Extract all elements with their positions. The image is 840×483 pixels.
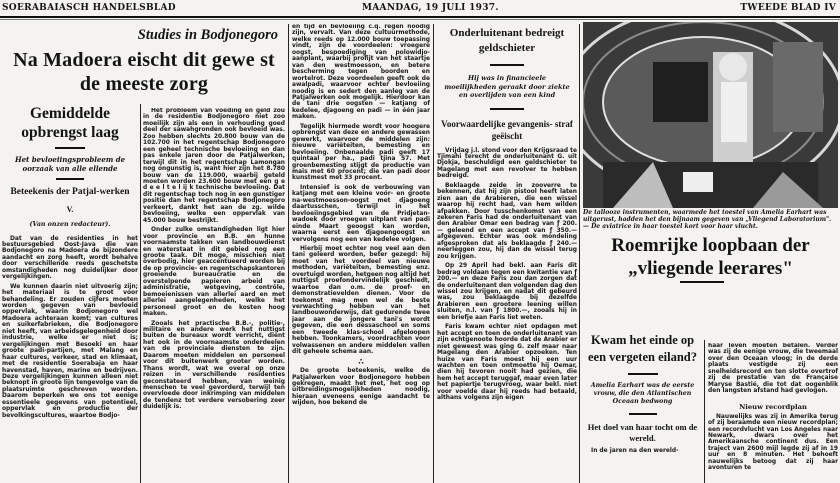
- column-rule: [140, 104, 141, 483]
- article3-section-title: Nieuw recordplan: [739, 402, 807, 411]
- article3-column-right: [708, 343, 838, 483]
- headline-rule: [680, 281, 724, 283]
- article2-deck: Hij was in financieele moeilijkheden geraakt door ziekte en overlijden van een kind: [444, 74, 570, 99]
- article1-column-1: [2, 104, 138, 483]
- paragraph: Intensief is ook de verbouwing van katjang met een kleine voór- en groote na-westmoesson-oogst met djagoeng daartusschen, terwijl in het bevloeiingsgebied van de Pridjetan-wadoek door vroegen uitplant van padi einde Maart geoogst kan worden, waarna eerst een djagoengoogst en vervolgens nog een van kedelee volgen.: [292, 184, 430, 243]
- article3-headline: Roemrijke loopbaan der „vliegende leerares": [611, 235, 810, 279]
- article3-body-left: [583, 448, 702, 454]
- masthead: [0, 0, 840, 18]
- deck-rule: [56, 178, 84, 180]
- sub-headline-rule: [628, 373, 658, 375]
- section-separator: ∴: [358, 356, 364, 366]
- article1-headline: Na Madoera eischt dit gewe st de meeste zorg: [13, 49, 275, 95]
- issue-date: MAANDAG, 19 JULI 1937.: [362, 3, 499, 13]
- article1-subhead2: Beteekenis der Patjal-werken: [10, 186, 130, 197]
- paragraph: Beklaagde zeide in zooverre te bekennen, dat hij zijn pistool heeft laten zien aan de Arabieren, die een wissel waarop hij recht had, van hem wilden afpakken. Door tusschenkomst van een zekeren Faris had de onderluitenant van den Arabier Omar een bedrag van ƒ 200.— geleend en een accept van ƒ 350.— afgegeven. Echter was ook mondeling afgesproken dat als beklaagde ƒ 240.— neerleggen zou, hij dan de wissel terug zou krijgen.: [437, 182, 577, 260]
- paragraph: De groote beteekenis, welke de Patjalwerken voor Bodjonegoro hebben gekregen, maakt het met, het oog op uitbreidingsmogelijkheden noodig, hieraan eveneens eenige aandacht te wijden, hoe bekend de: [292, 368, 430, 407]
- column-rule: [704, 340, 705, 483]
- cockpit-photo-illustration: [583, 22, 838, 208]
- article1-deck: Het bevloeiingsprobleem de oorzaak van alle ellende: [14, 155, 126, 173]
- deck-rule: [629, 413, 657, 415]
- article1-col1-body: [2, 236, 138, 420]
- article1-subhead: Gemiddelde opbrengst laag: [21, 105, 119, 141]
- article2-body: [437, 148, 577, 402]
- article1-kicker: Studies in Bodjonegoro: [137, 27, 278, 43]
- article3-subhead: Het doel van haar tocht om de wereld.: [587, 422, 698, 443]
- paragraph: Faris kwam echter niet opdagen met het accept en toen de onderluitenant van zijn echtgenoote hoorde dat de Arabier er niet geweest was ging G. zelf maar naar Magelang den Arabier opzoeken. Ten huize van Faris moest hij een uur wachten en toen ontmoette hij Oemar, dien hij tevoren nooit had gezien, die hem het accept teruggaf, maar even later het papiertje terugvroeg, waar bekl. niet voor voelde daar hij reeds had betaald, althans volgens zijn eigen: [437, 324, 577, 402]
- article3-section-body: [708, 414, 838, 472]
- paragraph: Hierbij moet echter nog veel aan den tani geleerd worden, beter gezegd: hij moet van het voordeel van nieuwe methoden, variëteiten, bemesting enz. overtuigd worden, hetgeen nog altijd het nuttigst proefondervindelijk geschiedt, waartoe dan o.m. de proef- en demonstratievelden dienen. Voor de toekomst mag men wel de beste verwachting hebben van het landbouwonderwijs, dat gedurende twee jaar aan de jongere tani's wordt gegeven, die een dessaschool en soms een tweede klas-school afgeloopen hebben. Toonkamers, voordrachten voor volwassenen en andere middelen vallen dit geheele schema aan.: [292, 245, 430, 356]
- article2-headline: Onderluitenant bedreigt geldschieter: [449, 27, 565, 54]
- paragraph: Zooals het practische B.B.-, politie-, militaire en andere werk het nuttigst buiten de bureaux wordt verricht, dient het ook in de voornaamste onderdeelen van de provinciale diensten te zijn. Daarom moeten middelen en personeel voor dit buitenwerk grooter worden. Thans wordt, wat we overal op onze reizen in verschillende residenties geconstateerd hebben, van weinig menschen te veel gevorderd, terwijl ten overvloede door inkrimping van middelen de tendenz tot verdere versobering zeer duidelijk is.: [143, 320, 285, 411]
- paragraph: Onder zulke omstandigheden ligt hier voor provincie en B.B. en hunne voornaamste takken van landbouwdienst en waterstaat in dit gebied nog een groote taak. Dit moge, misschien niet overbodig, hier geaccentueerd worden bij de op provincie- en regentschapskantoren groeiende bureaucratie en de overstelpende papieren arbeid van administratie, wetgeving, contrôle, bemoeienissen van allerlei aard en met allerlei aangelegenheden, welke het personeel groot en de kosten hoog maken.: [143, 227, 285, 318]
- column-rule: [288, 24, 289, 483]
- article1-headline-wrap: [2, 48, 286, 98]
- paragraph: Op 29 April had bekl. aan Faris dit bedrag voldaan tegen een kwitantie van ƒ 200.— en deze Faris zou dan zorgen dat de onderluitenant den volgenden dag den wissel zou krijgen, en nadat dit gebeurd was, zou beklaagde bij dezelfde Arabieren een grootere leening willen sluiten, n.l. van ƒ 1800.—, zooals hij in een briefje aan Faris liet weten.: [437, 263, 577, 321]
- paragraph: In de jaren na den wereld-: [591, 448, 679, 454]
- paragraph: Dat van de residenties in het bestuursgebied Oost-Java die van Bodjonegoro na Madoera de bijzondere aandacht en zorg heeft, wordt behalve door verschillende reeds geschetste omstandigheden nog duidelijker door vergelijkingen.: [2, 235, 138, 281]
- article1-byline: (Van onzen redacteur).: [29, 220, 111, 228]
- article1-column-2: [143, 108, 285, 483]
- earhart-photo: [583, 22, 838, 208]
- article2: [437, 26, 577, 483]
- article3-deck: Amelia Earhart was de eerste vrouw, die den Atlantischen Oceaan bedwong: [590, 382, 695, 405]
- article3-body-right: [708, 343, 838, 395]
- paragraph: Nauwelijks was zij in Amerika terug of zij beraamde een nieuw recordplan; een recordvlucht van Los Angeles naar Newark, dwars over het Amerikaansche continent dus. Een traject van 2600 mijl legde zij af in 19 uur en 8 minuten. Het behoeft nauwelijks betoog dat zij haar avonturen te: [708, 413, 838, 472]
- masthead-rule: [0, 19, 840, 20]
- subhead-rule: [55, 147, 85, 149]
- paragraph: Vrijdag j.l. stond voor den Krijgsraad te Tjimahi terecht de onderluitenant G. uit Djokja, beschuldigd een geldschieter te Magelang met een revolver te hebben bedreigd.: [437, 147, 577, 180]
- article3-column-left: [583, 332, 702, 483]
- headline-rule: [490, 64, 524, 66]
- deck-rule: [490, 108, 524, 110]
- paragraph: èn tijd èn bevloeiing c.q. regen noodig zijn, vervalt. Van deze cultuurmethode, welke reeds op 12.000 bouw toepassing vindt, zijn de voordeelen: vroegere oogst, bespoediging van polowidjo-aanplant, waarbij profijt van het staartje van den westmoesson, en betere bescherming tegen boorden en wortelrot. Deze voordeelen geeft ook de awalpadi, waarvoor echter bevloeiing noodig is en sedert den aanleg van de Patjalwerken ook mogelijk. Hierdoor kan de tani drie oogsten — katjang of kedelee, djagoeng en padi — in één jaar maken.: [292, 24, 430, 121]
- article3-sub-headline: Kwam het einde op een vergeten eiland?: [587, 333, 697, 364]
- column-rule: [433, 24, 434, 483]
- article1-column-3: [292, 24, 430, 483]
- article2-subhead: Voorwaardelijke gevangenis- straf geëischt: [441, 118, 573, 141]
- article1-part: V.: [66, 204, 74, 214]
- column-rule: [579, 24, 580, 483]
- paragraph: Tegelijk hiermede wordt voor hoogere opbrengst van deze en andere gewassen gewerkt, waarvoor de middelen zijn: nieuwe variëteiten, bemesting en bevloeiing. Onbenaalde padi geeft 17 quintaal per ha., padi tjina 57. Met groenbemesting stijgt de productie van maïs met 60 procent; die van padi door kunstmest met 33 procent.: [292, 123, 430, 182]
- paragraph: Het probleem van voeding en geld zou in de residentie Bodjonegoro niet zoo moeilijk zijn als een in verhouding goed deel der sawahgronden ook bevloeid was. Zoo hebben slechts 20.800 bouw van de 102.700 in het regentschap Bodjonegoro een geheel technische bevloeiing en dan pas enkele jaren door de Patjalwerken, terwijl dit in het regentschap Lamongan nog ongunstig is, want hier zijn het 8.780 bouw van de 119.000, waarbij geteld moeten worden 23.600 bouw met een g e d e e l t e l ij k technische bevloeiing. Dat dit regentschap toch nog in een gunstiger positie dan het regentschap Bodjonegoro verkeert, dankt het aan de zg. wilde bevloeiing, welke een oppervlak van 45.000 bouw bestrijkt.: [143, 108, 285, 224]
- section-label: TWEEDE BLAD IV: [740, 3, 836, 13]
- photo-caption: De tallooze instrumenten, waarmede het toestel van Amelia Earhart was uitgerust, hadden het den bijnaam gegeven van „Vliegend Laboratorium". — De aviatrice in haar toestel kort voor haar vlucht.: [583, 209, 832, 230]
- paragraph: haar leven moeten betalen. Verder was zij de eenige vrouw, die tweemaal over den Oceaan vloog; in de derde plaats vestigde zij een snelheidsrecord en ten slotte overtrof zij de prestatie van de Française Maryse Bastié, die tot dat oogenblik den langsten afstand had gevlogen.: [708, 343, 838, 395]
- paper-name: SOERABAIASCH HANDELSBLAD: [2, 3, 176, 13]
- paragraph: We kunnen daarin niet uitvoerig zijn; het materiaal is te groot voor behandeling. Er zouden cijfers moeten worden gegeven van bevloeid oppervlak, waarin Bodjonegoro wel Madoera achteraan komt; van cultures en suikerfabrieken, die Bodjonegoro niet heeft, van arbeidsgelegenheid door industrie, welke er niet is; vergelijkingen met Besoeki en haar groote padi-partijen, met Malang en haar cultures, verkeer, stad en klimaat, met de residentie Soerabaja en haar havenstad, haven, marine en bedrijven. Deze vergelijkingen kunnen alleen niet beknopt in groote lijn tengevolge van de plaatsruimte geschreven worden. Daarom beperken we ons tot eenige essentieele gegevens van potentieel, oppervlak en productie der bevolkingscultures, waartoe Bodjo-: [2, 283, 138, 419]
